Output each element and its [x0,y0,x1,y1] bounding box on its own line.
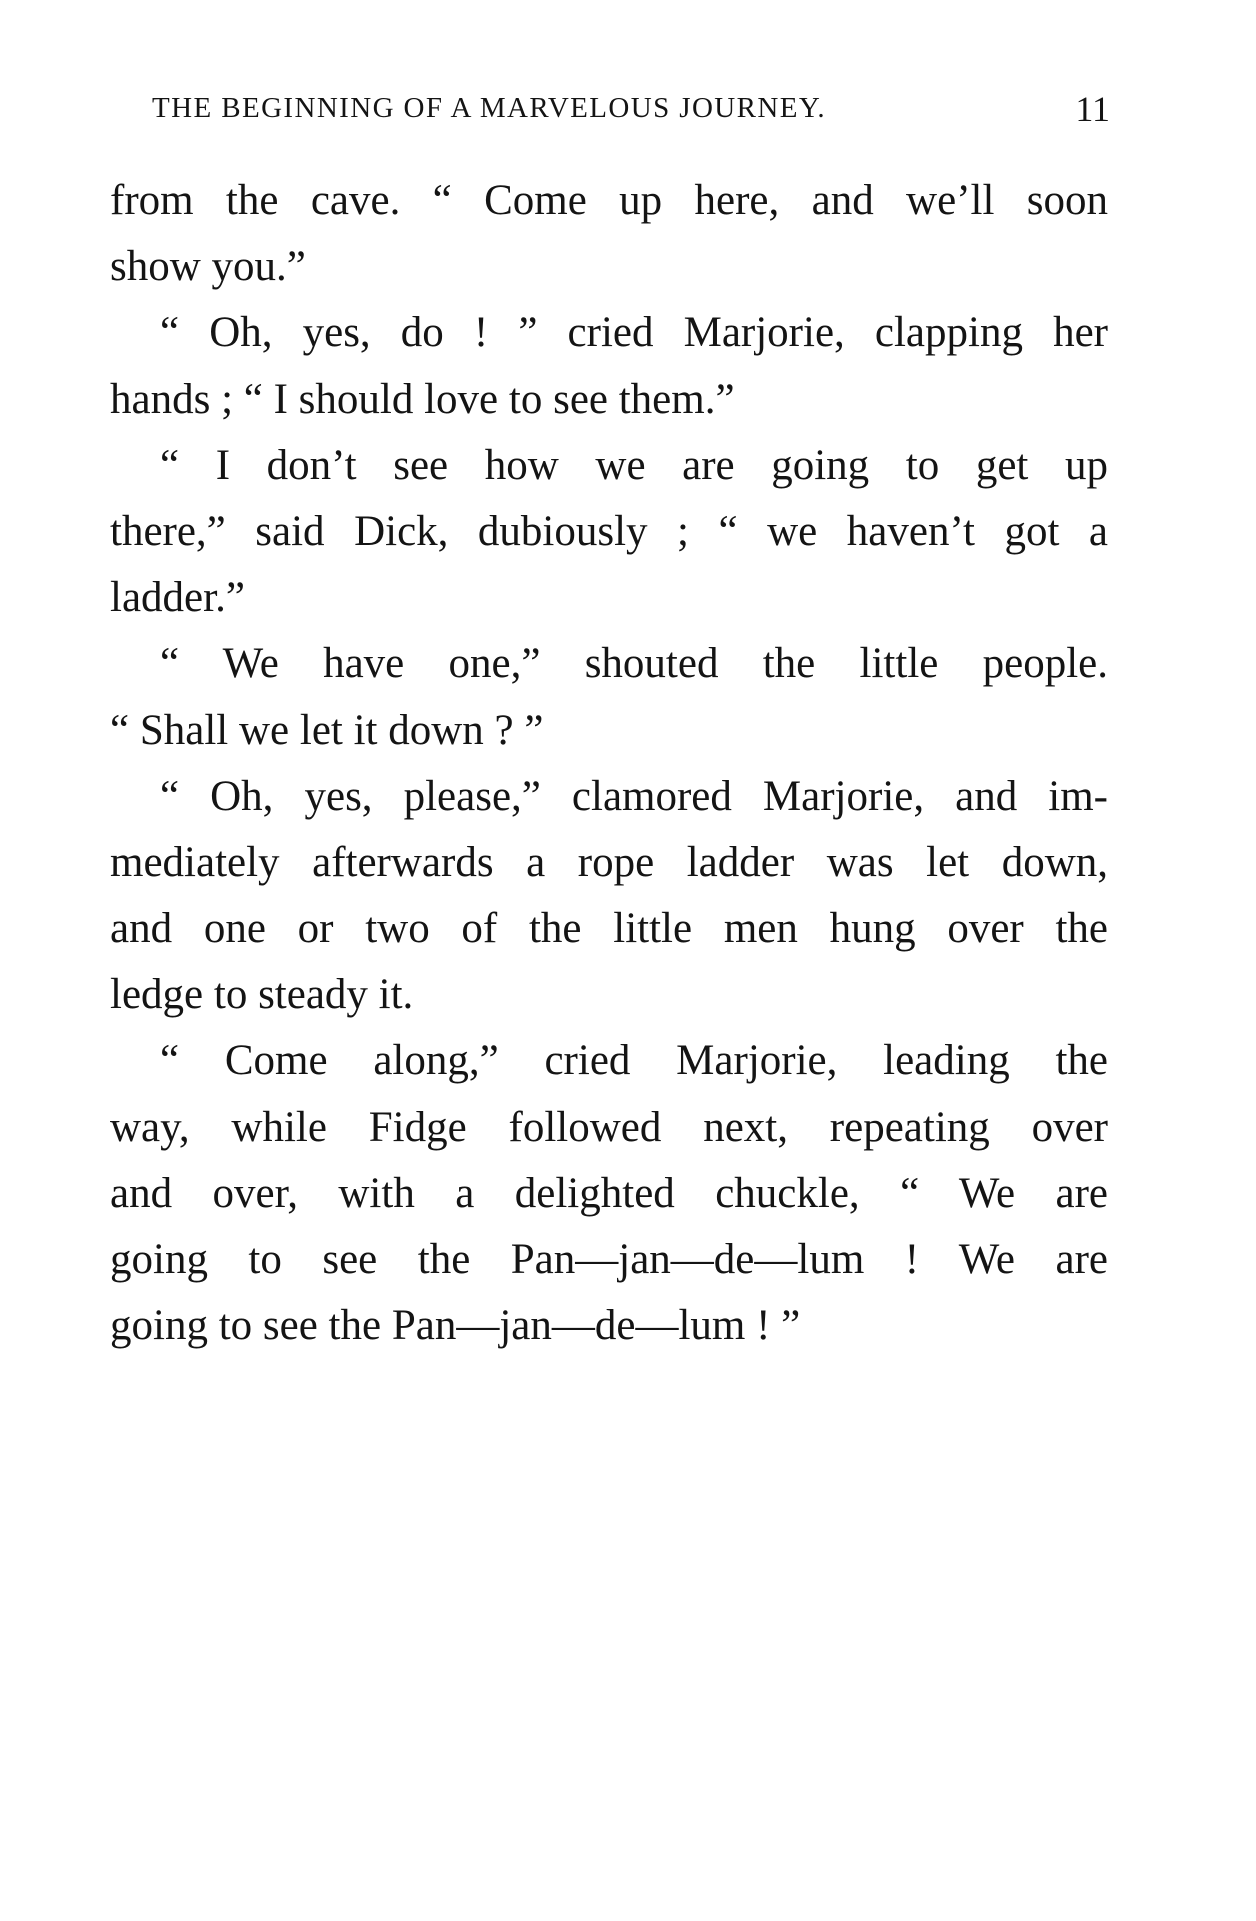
text-line: ledge to steady it. [110,971,414,1019]
running-head [110,88,1110,128]
text-line: and one or two of the little men hung over the [110,905,1108,953]
page-number: 11 [1075,89,1110,129]
text-line: going to see the Pan—jan—de—lum ! We are [110,1236,1108,1283]
body-text [110,168,1108,1359]
text-line: going to see the Pan—jan—de—lum ! ” [110,1302,801,1350]
text-line: hands ; “ I should love to see them.” [110,375,735,423]
text-line: “ Oh, yes, do ! ” cried Marjorie, clapping her [160,309,1108,357]
text-line: mediately afterwards a rope ladder was let down, [110,838,1108,886]
text-line: “ I don’t see how we are going to get up [160,441,1108,489]
text-line: and over, with a delighted chuckle, “ We are [110,1169,1108,1217]
text-line: show you.” [110,243,306,291]
text-line: “ We have one,” shouted the little people. [160,640,1108,688]
text-line: “ Shall we let it down ? ” [110,706,544,754]
text-line: “ Come along,” cried Marjorie, leading the [160,1037,1108,1085]
text-line: from the cave. “ Come up here, and we’ll soon [110,177,1108,224]
text-line: ladder.” [110,574,245,622]
text-line: there,” said Dick, dubiously ; “ we haven’t got a [110,507,1108,555]
text-line: “ Oh, yes, please,” clamored Marjorie, and im- [160,772,1108,820]
text-line: way, while Fidge followed next, repeating over [110,1103,1108,1151]
chapter-running-title: THE BEGINNING OF A MARVELOUS JOURNEY. [152,92,827,124]
